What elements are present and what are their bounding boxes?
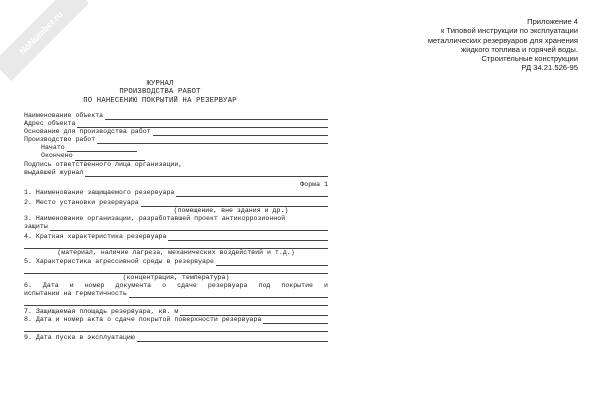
basis-field[interactable] — [153, 129, 328, 136]
finished-row — [24, 152, 328, 160]
item6-word: о — [162, 281, 167, 289]
item3-label-line2: защиты — [24, 223, 48, 231]
item8-extra-field[interactable] — [24, 324, 328, 332]
item5-hint: (концентрация, температура) — [122, 273, 230, 281]
journal-title-line: ПРОИЗВОДСТВА РАБОТ — [119, 88, 201, 97]
item3-field[interactable] — [50, 224, 328, 231]
item6-row-1 — [24, 282, 328, 290]
item3-label-line1: 3. Наименование организации, разработавшей проект антикоррозионной — [24, 215, 286, 223]
item5-label: 5. Характеристика агрессивной среды в резервуаре — [24, 257, 214, 265]
item6-word: резервуара — [207, 281, 248, 289]
started-label: Начато — [41, 144, 65, 152]
item6-word: и — [69, 281, 74, 289]
item9-label: 9. Дата пуска в эксплуатацию — [24, 334, 135, 342]
appendix-line: Строительные конструкции — [481, 54, 578, 64]
basis-label: Основание для производства работ — [24, 128, 151, 136]
appendix-line: к Типовой инструкции по эксплуатации — [440, 26, 578, 36]
item7-label: 7. Защищаемая площадь резервуара, кв. м — [24, 307, 179, 315]
item2-row — [24, 199, 328, 207]
item3-row-2 — [24, 223, 328, 231]
item6-word: документа — [115, 281, 152, 289]
item8-label: 8. Дата и номер акта о сдаче покрытой поверхности резервуара — [24, 315, 262, 323]
object-name-row — [24, 112, 328, 120]
item7-row — [24, 308, 328, 316]
journal-title-line: ЖУРНАЛ — [146, 80, 174, 88]
item2-label: 2. Место установки резервуара — [24, 198, 139, 206]
item6-word: 6. — [24, 281, 32, 289]
item7-field[interactable] — [180, 309, 328, 316]
appendix-line: РД 34.21.526-95 — [521, 63, 578, 73]
item6-field[interactable] — [129, 291, 328, 298]
journal-form — [24, 112, 328, 342]
item9-field[interactable] — [137, 335, 328, 342]
object-address-row — [24, 120, 328, 128]
appendix-block — [358, 17, 578, 73]
item6-word: сдаче — [177, 281, 197, 289]
item1-label: 1. Наименование защищаемого резервуара — [24, 188, 175, 196]
item5-extra-field[interactable] — [24, 266, 328, 274]
item5-field[interactable] — [216, 259, 328, 266]
item8-row — [24, 316, 328, 324]
item4-row — [24, 233, 328, 241]
signature-field[interactable] — [85, 170, 328, 177]
item9-row — [24, 334, 328, 342]
appendix-line: жидкого топлива и горячей воды. — [461, 44, 578, 54]
item6-label-line2: испытании на герметичность — [24, 289, 127, 297]
object-name-field[interactable] — [105, 113, 328, 120]
signature-label-line2: выдавшей журнал — [24, 168, 84, 176]
work-production-row — [24, 136, 328, 144]
work-production-field[interactable] — [97, 137, 328, 144]
signature-row-2 — [24, 169, 328, 177]
item6-word: и — [324, 281, 328, 289]
item6-row-2 — [24, 290, 328, 298]
journal-title-line: ПО НАНЕСЕНИЮ ПОКРЫТИЙ НА РЕЗЕРВУАР — [83, 96, 237, 105]
finished-field[interactable] — [75, 154, 145, 161]
item8-field[interactable] — [263, 317, 328, 324]
item4-field[interactable] — [168, 234, 328, 241]
item6-word: покрытие — [281, 281, 314, 289]
work-production-label: Производство работ — [24, 136, 96, 144]
finished-label: Окончено — [41, 152, 73, 160]
item1-field[interactable] — [176, 190, 328, 197]
item6-extra-field[interactable] — [24, 298, 328, 306]
watermark: NoNumber.ru — [0, 0, 89, 81]
item4-label: 4. Краткая характеристика резервуара — [24, 233, 167, 241]
signature-label-line1: Подпись ответственного лица организации, — [24, 160, 183, 168]
appendix-line: Приложение 4 — [527, 17, 578, 26]
item3-row-1 — [24, 215, 328, 223]
item1-row — [24, 189, 328, 197]
item6-word: под — [258, 281, 271, 289]
object-name-label: Наименование объекта — [24, 112, 104, 119]
item6-word: номер — [84, 281, 105, 289]
started-row — [24, 144, 328, 152]
item2-field[interactable] — [141, 200, 328, 207]
appendix-line: металлических резервуаров для хранения — [427, 35, 578, 45]
started-field[interactable] — [67, 145, 137, 152]
object-address-label: Адрес объекта — [24, 120, 76, 128]
journal-title — [60, 80, 260, 105]
item4-hint: (материал, наличие лагреза, механических воздействий и т.д.) — [57, 249, 295, 257]
signature-row-1 — [24, 161, 328, 169]
item5-row — [24, 258, 328, 266]
item6-word: Дата — [42, 281, 59, 289]
form-number: Форма 1 — [300, 180, 328, 188]
item2-hint: (помещение, вне здания и др.) — [173, 207, 289, 215]
